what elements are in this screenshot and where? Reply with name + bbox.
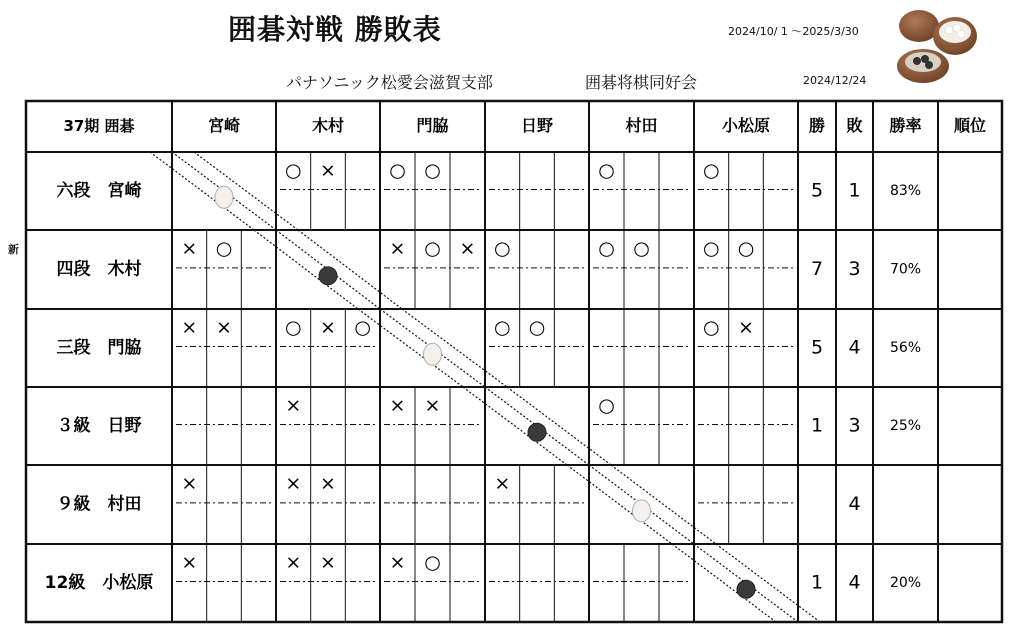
game-result-mark: ×: [285, 472, 302, 495]
diagonal-hatch: [716, 544, 820, 622]
game-result-mark: ○: [354, 316, 371, 339]
stat-header: 勝率: [889, 116, 922, 135]
club-name: 囲碁将棋同好会: [585, 73, 698, 92]
row-label: ９級 村田: [56, 494, 142, 515]
white-stone-icon: [633, 500, 651, 522]
wins-count: 1: [810, 414, 824, 437]
player-header: 門脇: [416, 116, 449, 135]
game-result-mark: ○: [703, 316, 720, 339]
win-rate: 25%: [889, 418, 922, 434]
black-stone-icon: [319, 267, 337, 285]
row-label: ３級 日野: [56, 416, 142, 436]
wins-count: 7: [810, 258, 824, 280]
stat-header: 敗: [846, 116, 863, 135]
game-result-mark: ×: [494, 472, 511, 495]
player-header: 木村: [311, 116, 345, 135]
white-stone-icon: [424, 343, 442, 365]
diagonal-hatch: [298, 230, 402, 309]
game-result-mark: ×: [320, 159, 336, 182]
game-result-mark: ×: [389, 394, 406, 417]
player-header: 村田: [625, 116, 658, 135]
game-result-mark: ×: [181, 472, 198, 495]
game-result-mark: ○: [494, 316, 511, 339]
game-result-mark: ○: [703, 237, 720, 260]
win-rate: 20%: [889, 575, 922, 591]
wins-count: 1: [810, 571, 824, 594]
losses-count: 3: [848, 258, 861, 280]
row-label: 三段 門脇: [56, 338, 142, 358]
game-result-mark: ○: [494, 237, 511, 260]
organization-name: パナソニック松愛会滋賀支部: [286, 73, 493, 92]
losses-count: 1: [848, 179, 861, 202]
black-stone-icon: [528, 423, 546, 441]
game-result-mark: ×: [181, 237, 198, 260]
corner-label: 37期 囲碁: [63, 117, 135, 135]
diagonal-hatch: [358, 309, 463, 387]
diagonal-hatch: [194, 152, 298, 230]
new-marker: 新: [8, 243, 19, 256]
period-range: 2024/10/ 1 ～2025/3/30: [728, 25, 859, 38]
game-result-mark: ×: [738, 316, 754, 339]
game-result-mark: ○: [389, 159, 406, 182]
game-result-mark: ×: [285, 394, 302, 417]
diagonal-hatch: [611, 465, 716, 544]
player-header: 日野: [520, 116, 554, 135]
game-result-mark: ○: [633, 237, 650, 260]
losses-count: 3: [848, 414, 861, 437]
stat-header: 勝: [808, 116, 826, 135]
game-result-mark: ×: [285, 551, 302, 574]
game-result-mark: ×: [320, 551, 336, 574]
row-label: 四段 木村: [56, 259, 142, 280]
game-result-mark: ×: [181, 316, 198, 339]
game-result-mark: ○: [737, 237, 755, 260]
losses-count: 4: [848, 336, 861, 359]
win-rate: 83%: [889, 183, 922, 199]
game-result-mark: ○: [598, 237, 615, 260]
game-result-mark: ×: [320, 472, 336, 495]
diagonal-hatch: [507, 387, 611, 465]
game-result-mark: ○: [424, 551, 441, 574]
diagonal-hatch: [402, 309, 507, 387]
game-result-mark: ×: [320, 316, 336, 339]
black-stone-icon: [737, 580, 755, 598]
game-result-mark: ×: [389, 237, 406, 260]
game-result-mark: ×: [424, 394, 441, 417]
game-result-mark: ×: [459, 237, 476, 260]
losses-count: 4: [848, 571, 861, 594]
issue-date: 2024/12/24: [803, 74, 867, 87]
player-header: 小松原: [721, 116, 771, 135]
player-header: 宮崎: [207, 116, 241, 135]
wins-count: 5: [810, 179, 824, 202]
game-result-mark: ×: [181, 551, 198, 574]
wins-count: 5: [810, 336, 824, 359]
diagonal-hatch: [254, 230, 358, 309]
game-result-mark: ○: [424, 159, 441, 182]
game-result-mark: ○: [598, 159, 615, 182]
diagonal-hatch: [567, 465, 672, 544]
game-result-mark: ○: [528, 316, 546, 339]
diagonal-hatch: [150, 152, 254, 230]
game-result-mark: ×: [389, 551, 406, 574]
diagonal-hatch: [463, 387, 567, 465]
game-result-mark: ○: [215, 237, 233, 260]
game-result-mark: ○: [424, 237, 441, 260]
game-result-mark: ○: [598, 394, 615, 417]
game-result-mark: ○: [703, 159, 720, 182]
losses-count: 4: [848, 493, 861, 515]
diagonal-hatch: [672, 544, 776, 622]
win-rate: 70%: [889, 261, 922, 278]
row-label: 12級 小松原: [44, 573, 154, 593]
win-rate: 56%: [889, 340, 922, 356]
page-title: 囲碁対戦 勝敗表: [228, 13, 442, 46]
game-result-mark: ×: [216, 316, 232, 339]
row-label: 六段 宮崎: [56, 181, 142, 201]
game-result-mark: ○: [285, 159, 302, 182]
game-result-mark: ○: [285, 316, 302, 339]
stat-header: 順位: [953, 116, 987, 135]
white-stone-icon: [215, 186, 233, 208]
